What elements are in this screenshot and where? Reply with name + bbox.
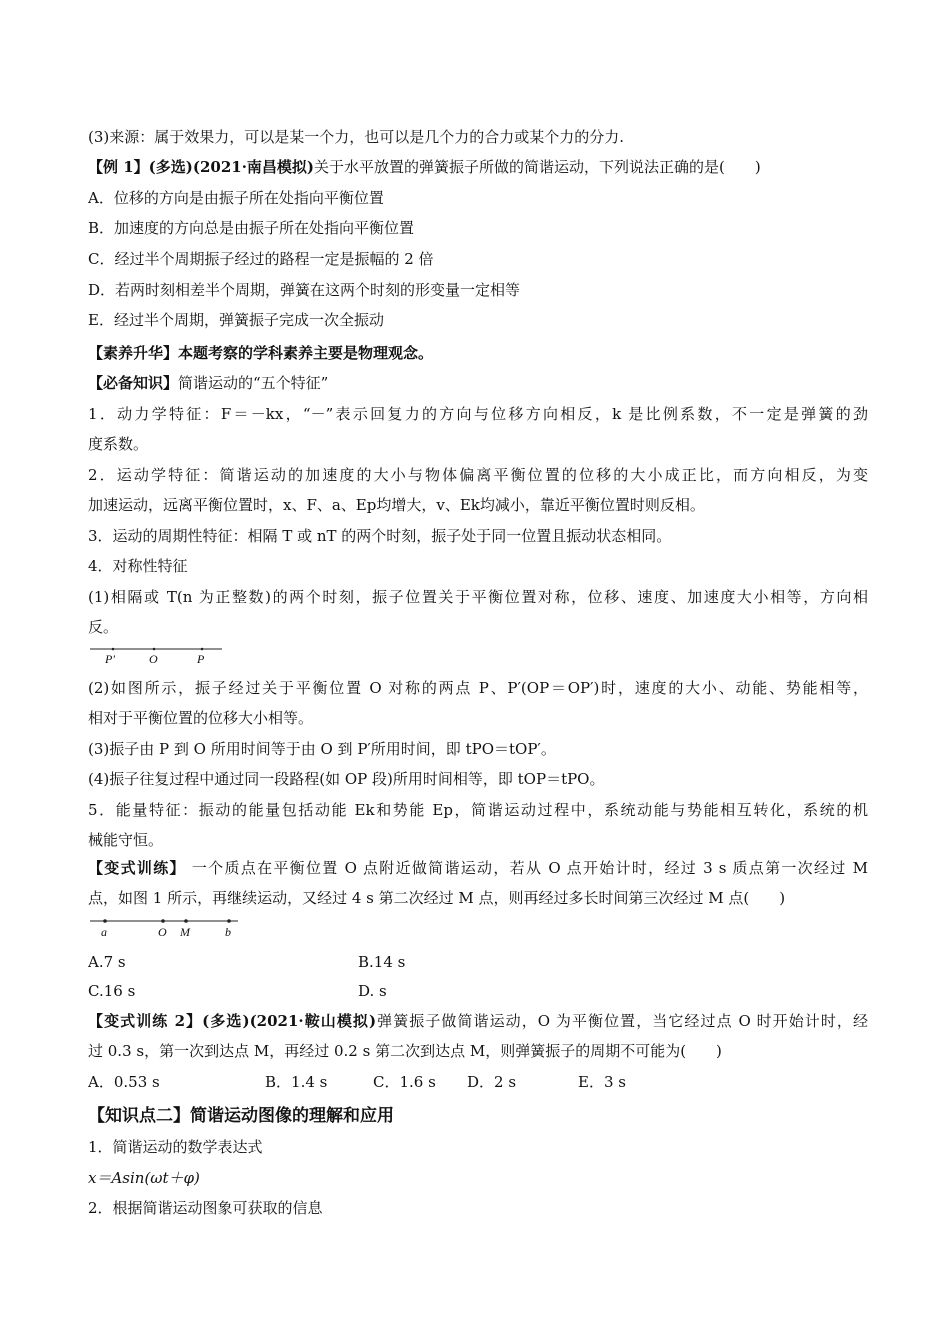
example1-option-d: D．若两时刻相差半个周期，弹簧在这两个时刻的形变量一定相等 — [88, 281, 521, 299]
variant2-options — [88, 1072, 868, 1092]
variant1-options-row1 — [88, 952, 868, 972]
example1-question — [88, 157, 868, 177]
figure2-point-o — [161, 919, 165, 923]
force-source-line: (3)来源：属于效果力，可以是某一个力，也可以是几个力的合力或某个力的分力. — [88, 128, 625, 146]
figure1-label-p: P — [197, 652, 205, 666]
example1-option-e: E．经过半个周期，弹簧振子完成一次全振动 — [88, 311, 384, 329]
variant1-option-c: C.16 s — [88, 982, 136, 1000]
figure2-label-m: M — [180, 925, 190, 939]
figure1-point-o — [153, 648, 156, 651]
example1-text: 关于水平放置的弹簧振子所做的简谐运动，下列说法正确的是( ) — [314, 158, 761, 176]
figure1-label-p-prime: P′ — [105, 652, 115, 666]
variant2-tag: 【变式训练 2】(多选)(2021·鞍山模拟) — [88, 1012, 377, 1030]
symmetry-point3: (3)振子由 P 到 O 所用时间等于由 O 到 P′所用时间，即 tPO＝tOP′。 — [88, 740, 556, 758]
knowledge-heading — [88, 373, 868, 393]
energy-feature-line1: 5．能量特征：振动的能量包括动能 Ek和势能 Ep，简谐运动过程中，系统动能与势能相互转化，系统的机 — [88, 801, 868, 819]
dynamics-feature-line2: 度系数。 — [88, 435, 149, 453]
variant1-option-b: B.14 s — [358, 953, 406, 971]
symmetry-point2-line2: 相对于平衡位置的位移大小相等。 — [88, 709, 314, 727]
variant1-option-a: A.7 s — [88, 953, 126, 971]
variant1-text-line1: 一个质点在平衡位置 O 点附近做简谐运动，若从 O 点开始计时，经过 3 s 质点第一次经过 M — [191, 859, 868, 877]
section2-title: 【知识点二】简谐运动图像的理解和应用 — [88, 1106, 394, 1126]
example1-option-c: C．经过半个周期振子经过的路程一定是振幅的 2 倍 — [88, 250, 434, 268]
variant2-question-line1 — [88, 1011, 868, 1031]
symmetry-feature-title: 4．对称性特征 — [88, 557, 188, 575]
literacy-note: 【素养升华】本题考察的学科素养主要是物理观念。 — [88, 344, 434, 362]
symmetry-point2-line1: (2)如图所示，振子经过关于平衡位置 O 对称的两点 P、P′(OP＝OP′)时，速度的大小、动能、势能相等， — [88, 679, 868, 697]
variant2-text-line1: 弹簧振子做简谐运动，O 为平衡位置，当它经过点 O 时开始计时，经 — [376, 1012, 868, 1030]
symmetry-point1-line1: (1)相隔或 T(n 为正整数)的两个时刻，振子位置关于平衡位置对称，位移、速度、加速度大小相等，方向相 — [88, 588, 868, 606]
figure2-label-a: a — [101, 925, 107, 939]
variant1-option-d: D. s — [358, 982, 387, 1000]
figure2-point-b — [227, 919, 231, 923]
figure2-label-o: O — [158, 925, 167, 939]
variant2-option-a: A．0.53 s — [88, 1073, 160, 1091]
variant2-option-c: C．1.6 s — [373, 1073, 436, 1091]
harmonic-formula: x＝Asin(ωt＋φ) — [88, 1169, 200, 1187]
variant2-option-e: E．3 s — [578, 1073, 626, 1091]
variant1-tag: 【变式训练】 — [88, 859, 186, 877]
variant1-question-line2: 点，如图 1 所示，再继续运动，又经过 4 s 第二次经过 M 点，则再经过多长时间第三次经过 M 点( ) — [88, 889, 786, 907]
figure-symmetric-points — [88, 642, 228, 668]
energy-feature-line2: 械能守恒。 — [88, 831, 164, 849]
knowledge-tag: 【必备知识】 — [88, 374, 179, 392]
variant2-option-d: D．2 s — [467, 1073, 517, 1091]
figure2-point-a — [103, 919, 107, 923]
figure-1-oscillation-points — [88, 914, 248, 940]
kinematics-feature-line2: 加速运动，远离平衡位置时，x、F、a、Ep均增大，v、Ek均减小，靠近平衡位置时则反相。 — [88, 496, 705, 514]
periodicity-feature: 3．运动的周期性特征：相隔 T 或 nT 的两个时刻，振子处于同一位置且振动状态相同。 — [88, 527, 672, 545]
symmetry-point4: (4)振子往复过程中通过同一段路程(如 OP 段)所用时间相等，即 tOP＝tPO。 — [88, 770, 605, 788]
example1-option-a: A．位移的方向是由振子所在处指向平衡位置 — [88, 189, 384, 207]
section2-item1: 1．简谐运动的数学表达式 — [88, 1138, 263, 1156]
symmetry-point1-line2: 反。 — [88, 618, 119, 636]
section2-item2: 2．根据简谐运动图象可获取的信息 — [88, 1199, 323, 1217]
figure2-point-m — [184, 919, 188, 923]
dynamics-feature-line1: 1．动力学特征：F＝－kx，“－”表示回复力的方向与位移方向相反，k 是比例系数，不一定是弹簧的劲 — [88, 405, 868, 423]
knowledge-title: 简谐运动的“五个特征” — [178, 374, 329, 392]
variant1-options-row2 — [88, 981, 868, 1001]
figure1-point-p-prime — [112, 648, 115, 651]
example1-option-b: B．加速度的方向总是由振子所在处指向平衡位置 — [88, 219, 415, 237]
variant2-question-line2: 过 0.3 s，第一次到达点 M，再经过 0.2 s 第二次到达点 M，则弹簧振子的周期不可能为( ) — [88, 1042, 722, 1060]
figure2-label-b: b — [225, 925, 231, 939]
figure1-point-p — [201, 648, 204, 651]
example1-tag: 【例 1】(多选)(2021·南昌模拟) — [88, 158, 315, 176]
kinematics-feature-line1: 2．运动学特征：简谐运动的加速度的大小与物体偏离平衡位置的位移的大小成正比，而方向相反，为变 — [88, 466, 868, 484]
figure1-label-o: O — [149, 652, 158, 666]
variant2-option-b: B．1.4 s — [265, 1073, 328, 1091]
variant1-question-line1 — [88, 858, 868, 878]
